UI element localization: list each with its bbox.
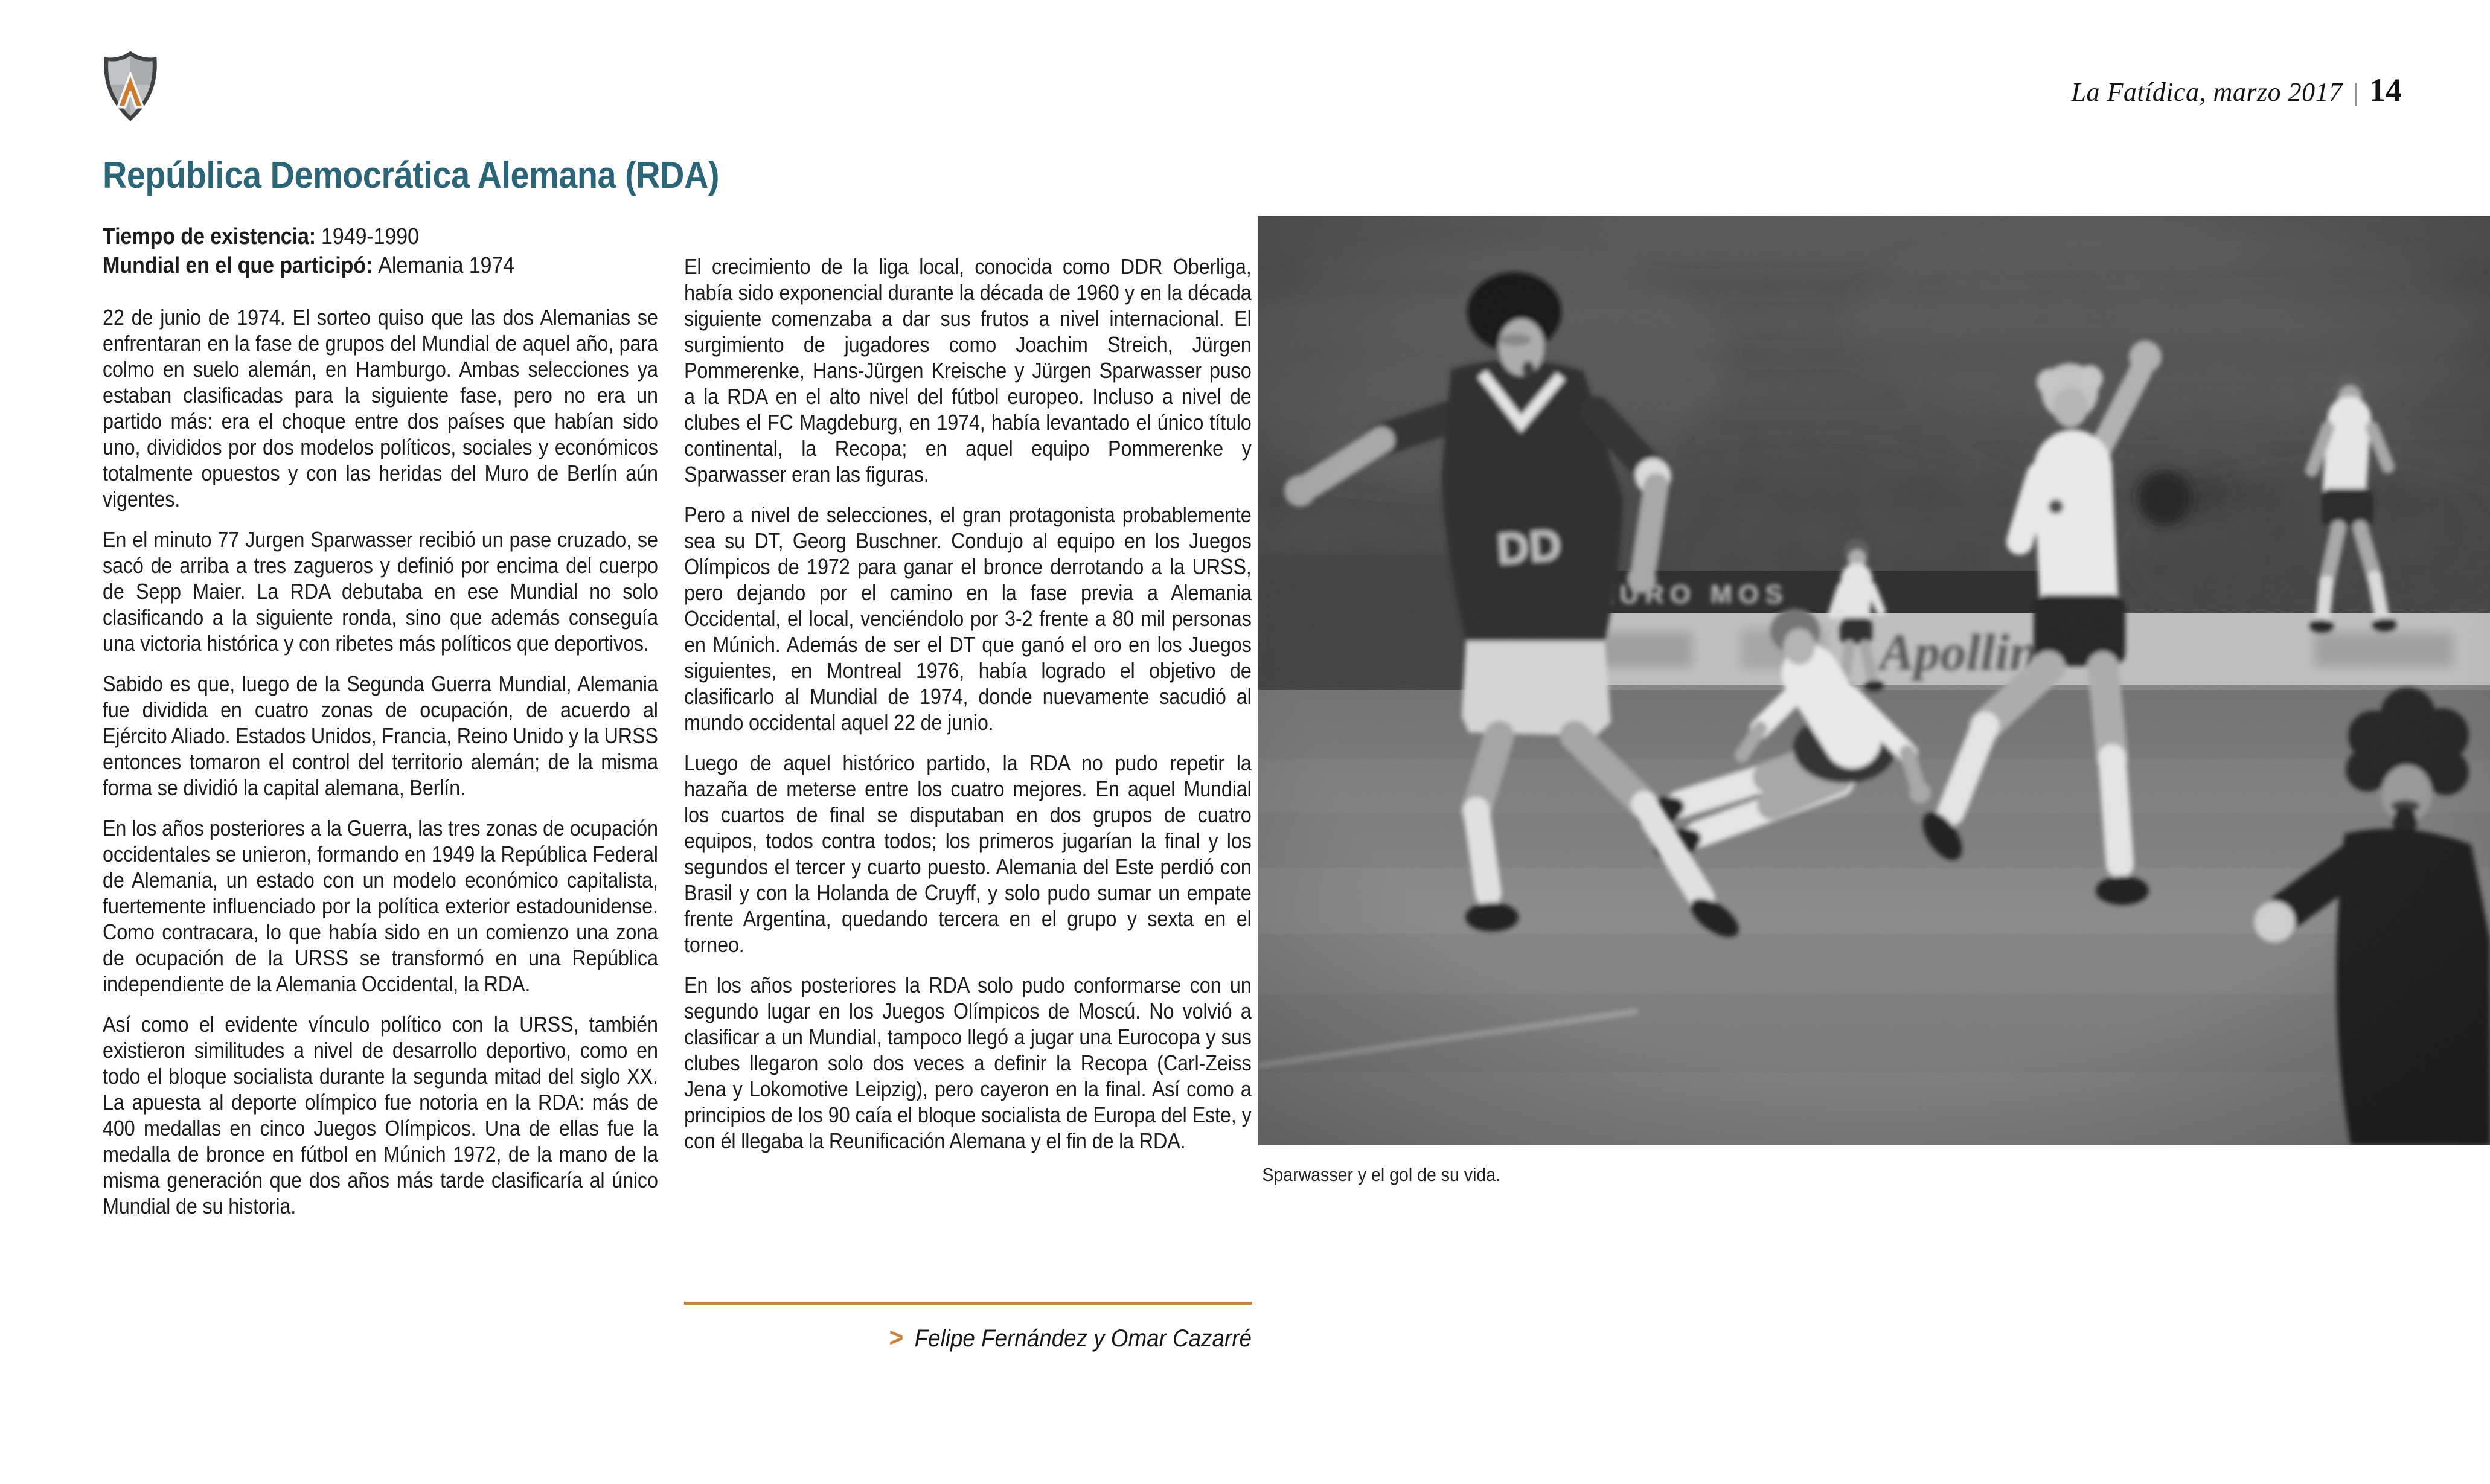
article-paragraph: En los años posteriores la RDA solo pudo conformarse con un segundo lugar en los Juegos Olímpicos de Moscú. No volvió a clasificar a un Mundial, tampoco llegó a jugar una Eurocopa y sus clubes llegaron solo dos veces a definir la Recopa (Carl-Zeiss Jena y Lokomotive Leipzig), pero cayeron en la final. Así como a principios de los 90 caía el bloque socialista de Europa del Este, y con él llegaba la Reunificación Alemana y el fin de la RDA. — [684, 973, 1252, 1153]
fact-row — [103, 222, 658, 251]
fact-value: 1949-1990 — [321, 224, 419, 249]
article-paragraph: Así como el evidente vínculo político con la URSS, también existieron similitudes a nivel de desarrollo deportivo, como en todo el bloque socialista durante la segunda mitad del siglo XX. La apuesta al deporte olímpico fue notoria en la RDA: más de 400 medallas en cinco Juegos Olímpicos. Una de ellas fue la medalla de bronce en fútbol en Múnich 1972, de la mano de la misma generación que dos años más tarde clasificaría al único Mundial de su historia. — [103, 1012, 658, 1218]
byline-marker-icon: > — [889, 1323, 904, 1352]
match-photo-image — [1258, 216, 2490, 1145]
article-paragraph: Luego de aquel histórico partido, la RDA no pudo repetir la hazaña de meterse entre los cuatro mejores. En aquel Mundial los cuartos de final se disputaban en dos grupos de cuatro equipos, todos contra todos; los primeros jugarían la final y los segundos el tercer y cuarto puesto. Alemania del Este perdió con Brasil y con la Holanda de Cruyff, y solo pudo sumar un empate frente Argentina, quedando tercera en el grupo y sexta en el torneo. — [684, 750, 1252, 957]
publication-name: La Fatídica, marzo 2017 — [2071, 77, 2343, 107]
article-column-2 — [684, 254, 1252, 1168]
fact-label: Mundial en el que participó: — [103, 253, 373, 278]
photo-vignette — [1258, 216, 2490, 1145]
byline-divider — [684, 1302, 1252, 1305]
page-number: 14 — [2369, 72, 2402, 108]
article-paragraph: 22 de junio de 1974. El sorteo quiso que las dos Alemanias se enfrentaran en la fase de grupos del Mundial de aquel año, para colmo en suelo alemán, en Hamburgo. Ambas selecciones ya estaban clasificadas para la siguiente fase, pero no era un partido más: era el choque entre dos países que habían sido uno, divididos por dos modelos políticos, sociales y económicos totalmente opuestos y con las heridas del Muro de Berlín aún vigentes. — [103, 305, 658, 511]
match-photo — [1258, 216, 2490, 1186]
article-title: República Democrática Alemana (RDA) — [103, 155, 719, 196]
byline — [684, 1302, 1252, 1353]
fact-label: Tiempo de existencia: — [103, 224, 316, 249]
article-paragraph: En el minuto 77 Jurgen Sparwasser recibió un pase cruzado, se sacó de arriba a tres zagueros y definió por encima del cuerpo de Sepp Maier. La RDA debutaba en ese Mundial no solo clasificando a la siguiente ronda, sino que además conseguía una victoria histórica y con ribetes más políticos que deportivos. — [103, 527, 658, 656]
fact-row — [103, 251, 658, 280]
article-paragraph: En los años posteriores a la Guerra, las tres zonas de ocupación occidentales se unieron, formando en 1949 la República Federal de Alemania, un estado con un modelo económico capitalista, fuertemente influenciado por la política exterior estadounidense. Como contracara, lo que había sido en un comienzo una zona de ocupación de la URSS se transformó en una República independiente de la Alemania Occidental, la RDA. — [103, 816, 658, 996]
shield-icon — [101, 47, 159, 124]
publisher-logo — [101, 47, 159, 124]
article-paragraph: El crecimiento de la liga local, conocida como DDR Oberliga, había sido exponencial durante la década de 1960 y en la década siguiente comenzaba a dar sus frutos a nivel internacional. El surgimiento de jugadores como Joachim Streich, Jürgen Pommerenke, Hans-Jürgen Kreische y Jürgen Sparwasser puso a la RDA en el alto nivel del fútbol europeo. Incluso a nivel de clubes el FC Magdeburg, en 1974, había levantado el único título continental, la Recopa; en aquel equipo Pommerenke y Sparwasser eran las figuras. — [684, 254, 1252, 487]
article-paragraph: Pero a nivel de selecciones, el gran protagonista probablemente sea su DT, Georg Buschner. Condujo al equipo en los Juegos Olímpicos de 1972 para ganar el bronce derrotando a la URSS, pero dejando por el camino en la fase previa a Alemania Occidental, el local, venciéndolo por 3-2 frente a 80 mil personas en Múnich. Además de ser el DT que ganó el oro en los Juegos siguientes, en Montreal 1976, había logrado el objetivo de clasificarlo al Mundial de 1974, donde nuevamente sacudió al mundo occidental aquel 22 de junio. — [684, 502, 1252, 735]
article-paragraph: Sabido es que, luego de la Segunda Guerra Mundial, Alemania fue dividida en cuatro zonas de ocupación, de acuerdo al Ejército Aliado. Estados Unidos, Francia, Reino Unido y la URSS entonces tomaron el control del territorio alemán; de la misma forma se dividió la capital alemana, Berlín. — [103, 671, 658, 800]
fact-box — [103, 222, 658, 280]
masthead-separator: | — [2353, 79, 2358, 107]
masthead — [2072, 71, 2402, 109]
fact-value: Alemania 1974 — [378, 253, 515, 278]
article-column-1 — [103, 222, 658, 1233]
photo-caption: Sparwasser y el gol de su vida. — [1262, 1164, 1501, 1185]
byline-authors: Felipe Fernández y Omar Cazarré — [914, 1325, 1252, 1352]
